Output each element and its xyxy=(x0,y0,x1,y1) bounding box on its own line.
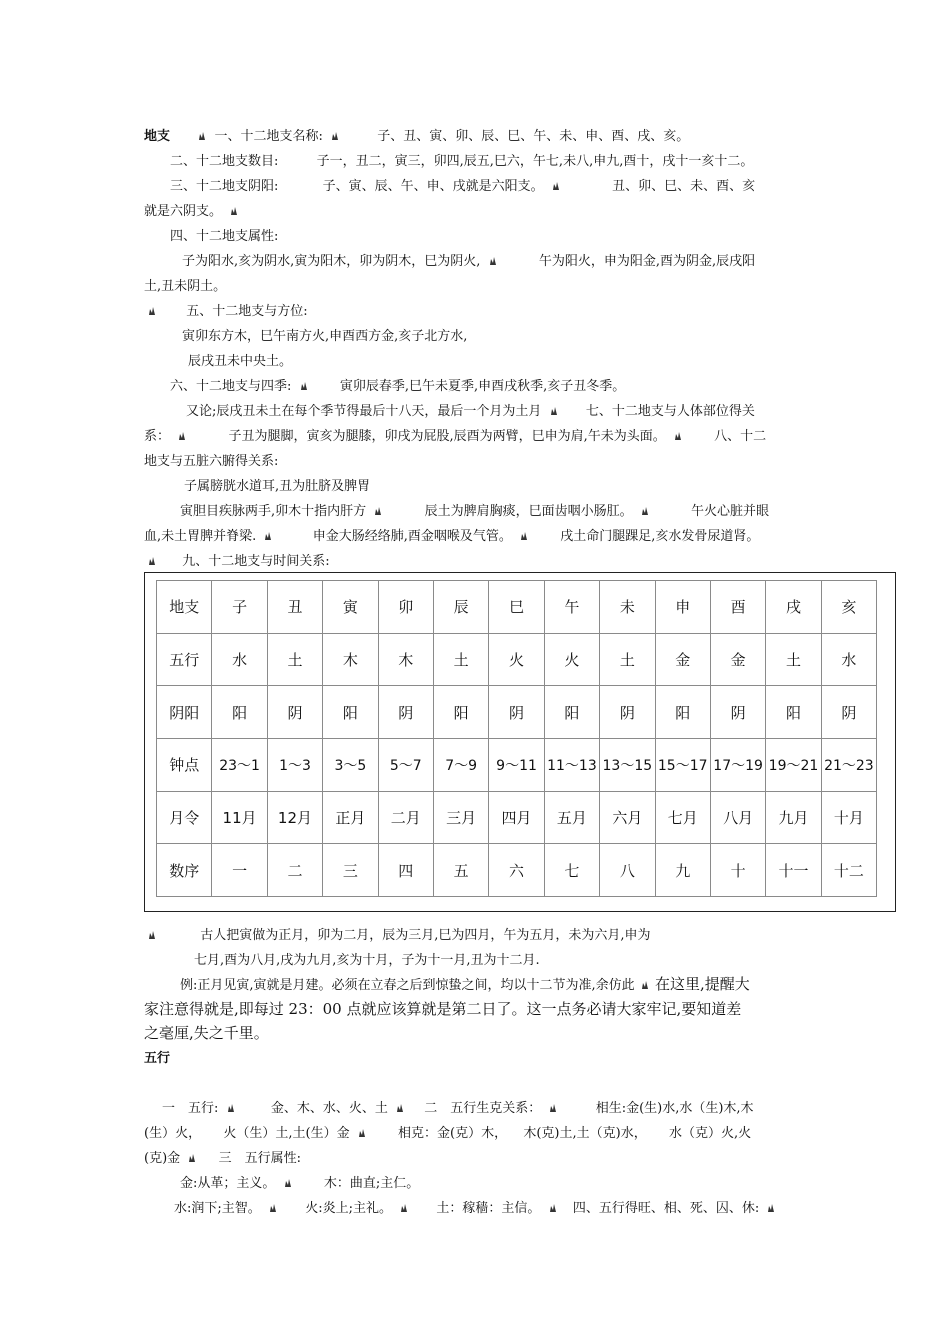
line-12: 又论;辰戌丑未土在每个季节得最后十八天，最后一个月为土月 七、十二地支与人体部位得关 xyxy=(186,404,755,419)
table-cell: 六月 xyxy=(600,791,655,844)
table-cell: 四 xyxy=(378,844,433,897)
paragraph-mark-icon xyxy=(177,431,187,441)
table-row xyxy=(157,633,877,686)
paragraph-mark-icon xyxy=(548,1203,558,1213)
paragraph-mark-icon xyxy=(299,381,309,391)
table-cell: 十 xyxy=(710,844,765,897)
paragraph-mark-icon xyxy=(399,1203,409,1213)
table-cell: 土 xyxy=(433,633,488,686)
paragraph-mark-icon xyxy=(395,1103,405,1113)
paragraph-mark-icon xyxy=(549,406,559,416)
line-20: 七月,酉为八月,戌为九月,亥为十月，子为十一月,丑为十二月. xyxy=(194,953,540,968)
section-title-dizhi: 地支 xyxy=(144,129,171,144)
table-row xyxy=(157,581,877,634)
table-cell: 寅 xyxy=(323,581,378,634)
table-row xyxy=(157,686,877,739)
table-cell: 十月 xyxy=(821,791,876,844)
paragraph-mark-icon xyxy=(519,531,529,541)
table-cell: 阴 xyxy=(710,686,765,739)
row-header: 月令 xyxy=(157,791,212,844)
table-cell: 5～7 xyxy=(378,739,433,792)
table-cell: 亥 xyxy=(821,581,876,634)
table-cell: 申 xyxy=(655,581,710,634)
paragraph-mark-icon xyxy=(551,181,561,191)
row-header: 五行 xyxy=(157,633,212,686)
table-cell: 11～13 xyxy=(544,739,599,792)
table-cell: 19～21 xyxy=(766,739,821,792)
paragraph-mark-icon xyxy=(373,506,383,516)
paragraph-mark-icon xyxy=(766,1203,776,1213)
table-cell: 12月 xyxy=(267,791,322,844)
paragraph-mark-icon xyxy=(330,131,340,141)
row-header: 钟点 xyxy=(157,739,212,792)
table-cell: 阳 xyxy=(323,686,378,739)
table-cell: 卯 xyxy=(378,581,433,634)
line-26: (生）火， 火（生）土,土(生）金 相克：金(克）木， 木(克)土,土（克)水， 水（克）火,火 xyxy=(144,1126,752,1141)
line-29: 水:润下;主智。 火:炎上;主礼。 土：稼穑：主信。 四、五行得旺、相、死、囚、休: xyxy=(174,1200,779,1218)
table-cell: 一 xyxy=(212,844,267,897)
line-6: 子为阳水,亥为阴水,寅为阳木，卯为阴木，巳为阴火, 午为阳火，申为阳金,酉为阴金,辰戌阳 xyxy=(182,254,756,269)
paragraph-mark-icon xyxy=(197,131,207,141)
line-9: 寅卯东方木，巳午南方火,申酉西方金,亥子北方水, xyxy=(182,329,468,344)
table-cell: 23～1 xyxy=(212,739,267,792)
table-cell: 二月 xyxy=(378,791,433,844)
table-cell: 九 xyxy=(655,844,710,897)
table-cell: 木 xyxy=(323,633,378,686)
line-1: 地支 一、十二地支名称: 子、丑、寅、卯、辰、巳、午、未、申、酉、戌、亥。 xyxy=(144,129,690,144)
table-cell: 午 xyxy=(544,581,599,634)
table-cell: 土 xyxy=(600,633,655,686)
table-cell: 7～9 xyxy=(433,739,488,792)
table-cell: 金 xyxy=(655,633,710,686)
table-cell: 丑 xyxy=(267,581,322,634)
table-cell: 水 xyxy=(821,633,876,686)
table-row xyxy=(157,791,877,844)
line-19: 古人把寅做为正月，卯为二月，辰为三月,巳为四月，午为五月，未为六月,申为 xyxy=(144,927,651,945)
row-header: 地支 xyxy=(157,581,212,634)
table-cell: 七月 xyxy=(655,791,710,844)
table-cell: 金 xyxy=(710,633,765,686)
table-cell: 八 xyxy=(600,844,655,897)
paragraph-mark-icon xyxy=(187,1153,197,1163)
paragraph-mark-icon xyxy=(357,1128,367,1138)
table-cell: 21～23 xyxy=(821,739,876,792)
row-header: 数序 xyxy=(157,844,212,897)
table-cell: 阴 xyxy=(821,686,876,739)
paragraph-mark-icon xyxy=(147,556,157,566)
table-cell: 9～11 xyxy=(489,739,544,792)
table-cell: 17～19 xyxy=(710,739,765,792)
paragraph-mark-icon xyxy=(640,980,650,990)
paragraph-mark-icon xyxy=(640,506,650,516)
table-cell: 木 xyxy=(378,633,433,686)
table-cell: 九月 xyxy=(766,791,821,844)
line-17: 血,未土胃脾并脊梁. 申金大肠经络肺,酉金咽喉及气管。 戌土命门腿踝足,亥水发骨尿道肾。 xyxy=(144,529,760,544)
table-cell: 子 xyxy=(212,581,267,634)
table-cell: 三月 xyxy=(433,791,488,844)
line-23: 之毫厘,失之千里。 xyxy=(144,1024,269,1042)
line-4: 就是六阴支。 xyxy=(144,203,242,221)
table-cell: 十二 xyxy=(821,844,876,897)
table-cell: 十一 xyxy=(766,844,821,897)
table-cell: 13～15 xyxy=(600,739,655,792)
line-22: 家注意得就是,即每过 23：00 点就应该算就是第二日了。这一点务必请大家牢记,要知道差 xyxy=(144,1000,742,1018)
dizhi-table xyxy=(156,580,877,897)
paragraph-mark-icon xyxy=(263,531,273,541)
paragraph-mark-icon xyxy=(548,1103,558,1113)
table-cell: 酉 xyxy=(710,581,765,634)
table-cell: 八月 xyxy=(710,791,765,844)
line-28: 金:从革；主义。 木：曲直;主仁。 xyxy=(180,1176,420,1191)
line-2: 二、十二地支数目: 子一，丑二，寅三，卯四,辰五,巳六，午七,未八,申九,酉十，戌十一亥十二。 xyxy=(170,154,754,169)
line-10: 辰戌丑未中央土。 xyxy=(188,354,293,369)
table-cell: 土 xyxy=(766,633,821,686)
table-cell: 三 xyxy=(323,844,378,897)
table-cell: 火 xyxy=(544,633,599,686)
table-cell: 阳 xyxy=(544,686,599,739)
line-15: 子属膀胱水道耳,丑为肚脐及脾胃 xyxy=(184,479,371,494)
table-cell: 戌 xyxy=(766,581,821,634)
table-cell: 阴 xyxy=(378,686,433,739)
line-16: 寅胆目疾脉两手,卯木十指内肝方 辰土为脾肩胸痰，巳面齿咽小肠肛。 午火心脏并眼 xyxy=(180,504,770,519)
paragraph-mark-icon xyxy=(488,256,498,266)
table-cell: 阴 xyxy=(489,686,544,739)
line-8: 五、十二地支与方位: xyxy=(144,303,308,321)
table-cell: 五 xyxy=(433,844,488,897)
table-row xyxy=(157,739,877,792)
paragraph-mark-icon xyxy=(229,206,239,216)
line-21: 例:正月见寅,寅就是月建。必须在立春之后到惊蛰之间，均以十二节为准,余仿此 在这里,提醒大 xyxy=(180,975,750,993)
table-cell: 正月 xyxy=(323,791,378,844)
section-title-wuxing: 五行 xyxy=(144,1051,171,1066)
paragraph-mark-icon xyxy=(147,306,157,316)
line-3: 三、十二地支阴阳: 子、寅、辰、午、申、戌就是六阳支。 丑、卯、巳、未、酉、亥 xyxy=(170,179,756,194)
table-cell: 水 xyxy=(212,633,267,686)
line-7: 土,丑未阴土。 xyxy=(144,279,227,294)
table-cell: 1～3 xyxy=(267,739,322,792)
table-cell: 土 xyxy=(267,633,322,686)
line-5: 四、十二地支属性: xyxy=(170,229,279,244)
table-cell: 辰 xyxy=(433,581,488,634)
line-11: 六、十二地支与四季: 寅卯辰春季,巳午未夏季,申酉戌秋季,亥子丑冬季。 xyxy=(170,379,626,394)
table-cell: 四月 xyxy=(489,791,544,844)
paragraph-mark-icon xyxy=(226,1103,236,1113)
table-cell: 六 xyxy=(489,844,544,897)
paragraph-mark-icon xyxy=(283,1178,293,1188)
paragraph-mark-icon xyxy=(147,930,157,940)
table-cell: 阴 xyxy=(600,686,655,739)
table-cell: 二 xyxy=(267,844,322,897)
time-relation-table-frame xyxy=(144,572,896,912)
table-cell: 11月 xyxy=(212,791,267,844)
table-cell: 五月 xyxy=(544,791,599,844)
table-cell: 阳 xyxy=(655,686,710,739)
line-18: 九、十二地支与时间关系: xyxy=(144,553,330,571)
table-cell: 七 xyxy=(544,844,599,897)
table-cell: 未 xyxy=(600,581,655,634)
table-cell: 阳 xyxy=(766,686,821,739)
line-25: 一 五行: 金、木、水、火、土 二 五行生克关系： 相生:金(生)水,水（生)木,木 xyxy=(162,1101,754,1116)
table-cell: 阳 xyxy=(433,686,488,739)
table-cell: 阳 xyxy=(212,686,267,739)
line-14: 地支与五脏六腑得关系: xyxy=(144,454,279,469)
paragraph-mark-icon xyxy=(268,1203,278,1213)
line-27: (克)金 三 五行属性: xyxy=(144,1151,301,1166)
table-cell: 3～5 xyxy=(323,739,378,792)
table-row xyxy=(157,844,877,897)
row-header: 阴阳 xyxy=(157,686,212,739)
table-cell: 15～17 xyxy=(655,739,710,792)
line-13: 系： 子丑为腿脚，寅亥为腿膝，卯戌为屁股,辰酉为两臂，巳申为肩,午未为头面。 八、十二 xyxy=(144,429,767,444)
paragraph-mark-icon xyxy=(673,431,683,441)
table-cell: 阴 xyxy=(267,686,322,739)
table-cell: 火 xyxy=(489,633,544,686)
table-cell: 巳 xyxy=(489,581,544,634)
